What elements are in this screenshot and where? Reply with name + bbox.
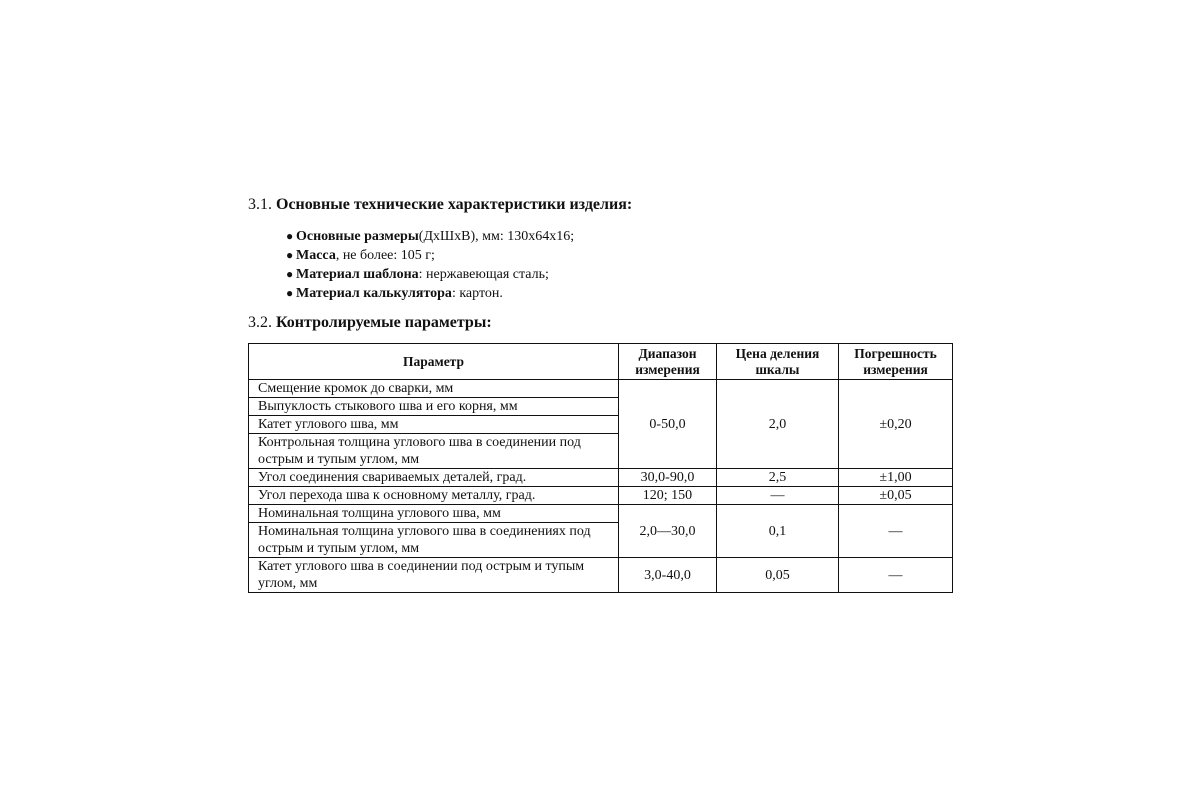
- bullet-icon: ●: [286, 229, 294, 243]
- parameters-table: [248, 343, 953, 593]
- item-label: Масса: [296, 248, 336, 263]
- range-cell: 3,0-40,0: [619, 558, 717, 593]
- characteristics-list: [286, 227, 574, 303]
- division-cell: 0,05: [717, 558, 839, 593]
- parameter-cell: Выпуклость стыкового шва и его корня, мм: [249, 398, 619, 416]
- section-title: Основные технические характеристики изделия:: [276, 196, 633, 213]
- header-parameter: Параметр: [249, 344, 619, 380]
- list-item: [286, 284, 574, 303]
- header-error: Погрешность измерения: [839, 344, 953, 380]
- division-cell: 2,0: [717, 380, 839, 469]
- parameter-cell: Контрольная толщина углового шва в соединении под острым и тупым углом, мм: [249, 434, 619, 469]
- page-crop-mask: [248, 598, 968, 800]
- table-row: [249, 380, 953, 398]
- range-cell: 2,0—30,0: [619, 505, 717, 558]
- item-text: : картон.: [451, 286, 503, 301]
- error-cell: ±1,00: [839, 469, 953, 487]
- error-cell: ±0,05: [839, 487, 953, 505]
- item-label: Материал калькулятора: [296, 286, 452, 301]
- error-cell: —: [839, 505, 953, 558]
- item-text: : нержавеющая сталь;: [418, 267, 549, 282]
- parameter-cell: Номинальная толщина углового шва, мм: [249, 505, 619, 523]
- section-title: Контролируемые параметры:: [276, 314, 492, 331]
- range-cell: 0-50,0: [619, 380, 717, 469]
- range-cell: 120; 150: [619, 487, 717, 505]
- item-label: Основные размеры: [296, 229, 419, 244]
- list-item: [286, 265, 574, 284]
- division-cell: 2,5: [717, 469, 839, 487]
- division-cell: —: [717, 487, 839, 505]
- table-row: [249, 558, 953, 593]
- division-cell: 0,1: [717, 505, 839, 558]
- parameter-cell: Катет углового шва, мм: [249, 416, 619, 434]
- table-body: [249, 380, 953, 593]
- section-number: 3.1.: [248, 196, 272, 213]
- error-cell: ±0,20: [839, 380, 953, 469]
- section-heading-3-2: [248, 314, 492, 332]
- error-cell: —: [839, 558, 953, 593]
- parameter-cell: Номинальная толщина углового шва в соединениях под острым и тупым углом, мм: [249, 523, 619, 558]
- table-row: [249, 487, 953, 505]
- section-number: 3.2.: [248, 314, 272, 331]
- header-division: Цена деления шкалы: [717, 344, 839, 380]
- table-row: [249, 469, 953, 487]
- item-label: Материал шаблона: [296, 267, 419, 282]
- range-cell: 30,0-90,0: [619, 469, 717, 487]
- bullet-icon: ●: [286, 248, 294, 262]
- list-item: [286, 246, 574, 265]
- item-text: (ДхШхВ), мм: 130х64х16;: [418, 229, 575, 244]
- parameter-cell: Угол соединения свариваемых деталей, град.: [249, 469, 619, 487]
- parameter-cell: Угол перехода шва к основному металлу, град.: [249, 487, 619, 505]
- parameter-cell: Катет углового шва в соединении под острым и тупым углом, мм: [249, 558, 619, 593]
- table-header-row: [249, 344, 953, 380]
- parameter-cell: Смещение кромок до сварки, мм: [249, 380, 619, 398]
- list-item: [286, 227, 574, 246]
- table-row: [249, 505, 953, 523]
- bullet-icon: ●: [286, 267, 294, 281]
- item-text: , не более: 105 г;: [335, 248, 435, 263]
- section-heading-3-1: [248, 196, 632, 214]
- bullet-icon: ●: [286, 286, 294, 300]
- header-range: Диапазон измерения: [619, 344, 717, 380]
